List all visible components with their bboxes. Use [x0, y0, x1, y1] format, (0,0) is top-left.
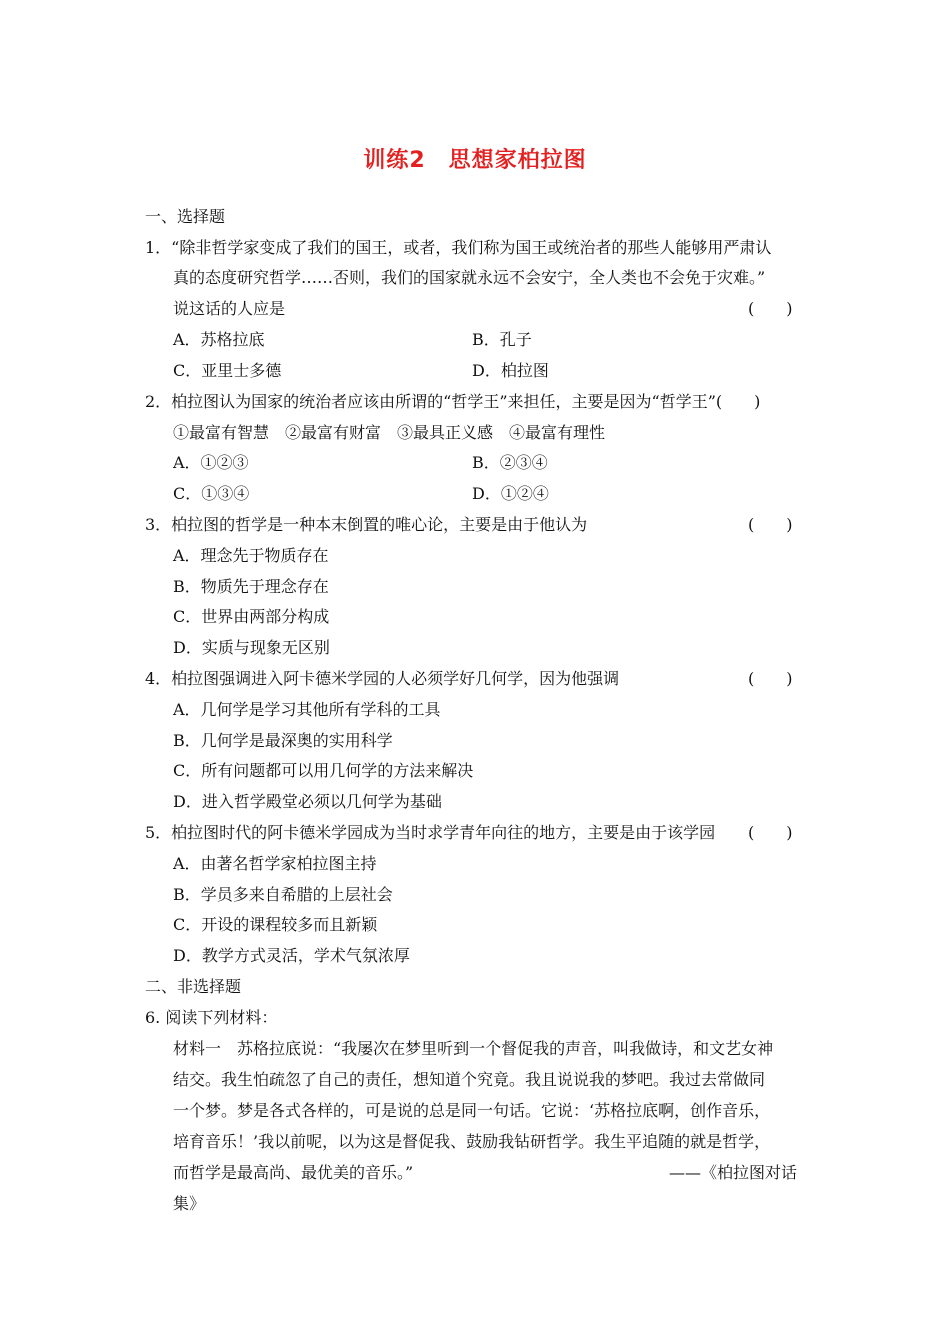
q3-answer-blank: ( ) — [748, 515, 793, 534]
q2-option-a: A．①②③ — [173, 453, 249, 472]
q1-option-a: A．苏格拉底 — [173, 330, 265, 349]
q1-answer-blank: ( ) — [748, 299, 793, 318]
section-heading-nonchoice: 二、非选择题 — [145, 977, 242, 996]
section-heading-choice: 一、选择题 — [145, 207, 226, 226]
q6-material-line1: 材料一 苏格拉底说：“我屡次在梦里听到一个督促我的声音，叫我做诗，和文艺女神 — [173, 1039, 774, 1058]
q5-answer-blank: ( ) — [748, 823, 793, 842]
q3-option-a: A．理念先于物质存在 — [173, 546, 329, 565]
q1-stem-line3: 说这话的人应是 — [173, 299, 286, 318]
q3-option-d: D．实质与现象无区别 — [173, 638, 330, 657]
q4-option-c: C．所有问题都可以用几何学的方法来解决 — [173, 761, 474, 780]
q6-material-line5: 而哲学是最高尚、最优美的音乐。” — [173, 1163, 414, 1182]
page-title: 训练2 思想家柏拉图 — [363, 148, 587, 173]
q4-answer-blank: ( ) — [748, 669, 793, 688]
q2-items: ①最富有智慧 ②最富有财富 ③最具正义感 ④最富有理性 — [173, 423, 606, 442]
q5-option-b: B．学员多来自希腊的上层社会 — [173, 885, 393, 904]
q6-material-line4: 培育音乐！’我以前呢，以为这是督促我、鼓励我钻研哲学。我生平追随的就是哲学， — [173, 1132, 771, 1151]
q2-option-b: B．②③④ — [472, 453, 548, 472]
q1-option-c: C．亚里士多德 — [173, 361, 282, 380]
q4-option-d: D．进入哲学殿堂必须以几何学为基础 — [173, 792, 442, 811]
q1-option-b: B．孔子 — [472, 330, 532, 349]
q1-stem-line2: 真的态度研究哲学……否则，我们的国家就永远不会安宁，全人类也不会免于灾难。” — [173, 268, 766, 287]
q6-stem-line1: 6. 阅读下列材料： — [145, 1008, 278, 1027]
q4-option-b: B．几何学是最深奥的实用科学 — [173, 731, 393, 750]
q5-option-c: C．开设的课程较多而且新颖 — [173, 915, 378, 934]
q2-option-d: D．①②④ — [472, 484, 549, 503]
q6-material-line3: 一个梦。梦是各式各样的，可是说的总是同一句话。它说：‘苏格拉底啊，创作音乐， — [173, 1101, 771, 1120]
q6-source-line1: ——《柏拉图对话 — [669, 1163, 798, 1182]
q3-stem-line1: 3．柏拉图的哲学是一种本末倒置的唯心论，主要是由于他认为 — [145, 515, 588, 534]
q4-stem-line1: 4．柏拉图强调进入阿卡德米学园的人必须学好几何学，因为他强调 — [145, 669, 620, 688]
q2-stem-line1: 2．柏拉图认为国家的统治者应该由所谓的“哲学王”来担任，主要是因为“哲学王”( ) — [145, 392, 761, 411]
q3-option-c: C．世界由两部分构成 — [173, 607, 330, 626]
q5-option-a: A．由著名哲学家柏拉图主持 — [173, 854, 377, 873]
q3-option-b: B．物质先于理念存在 — [173, 577, 329, 596]
q6-material-line2: 结交。我生怕疏忽了自己的责任，想知道个究竟。我且说说我的梦吧。我过去常做同 — [173, 1070, 766, 1089]
q5-option-d: D．教学方式灵活，学术气氛浓厚 — [173, 946, 410, 965]
q4-option-a: A．几何学是学习其他所有学科的工具 — [173, 700, 441, 719]
q1-option-d: D．柏拉图 — [472, 361, 549, 380]
q6-source-line2: 集》 — [173, 1194, 206, 1213]
q1-stem-line1: 1．“除非哲学家变成了我们的国王，或者，我们称为国王或统治者的那些人能够用严肃认 — [145, 238, 772, 257]
q2-option-c: C．①③④ — [173, 484, 250, 503]
q5-stem-line1: 5．柏拉图时代的阿卡德米学园成为当时求学青年向往的地方，主要是由于该学园 — [145, 823, 716, 842]
